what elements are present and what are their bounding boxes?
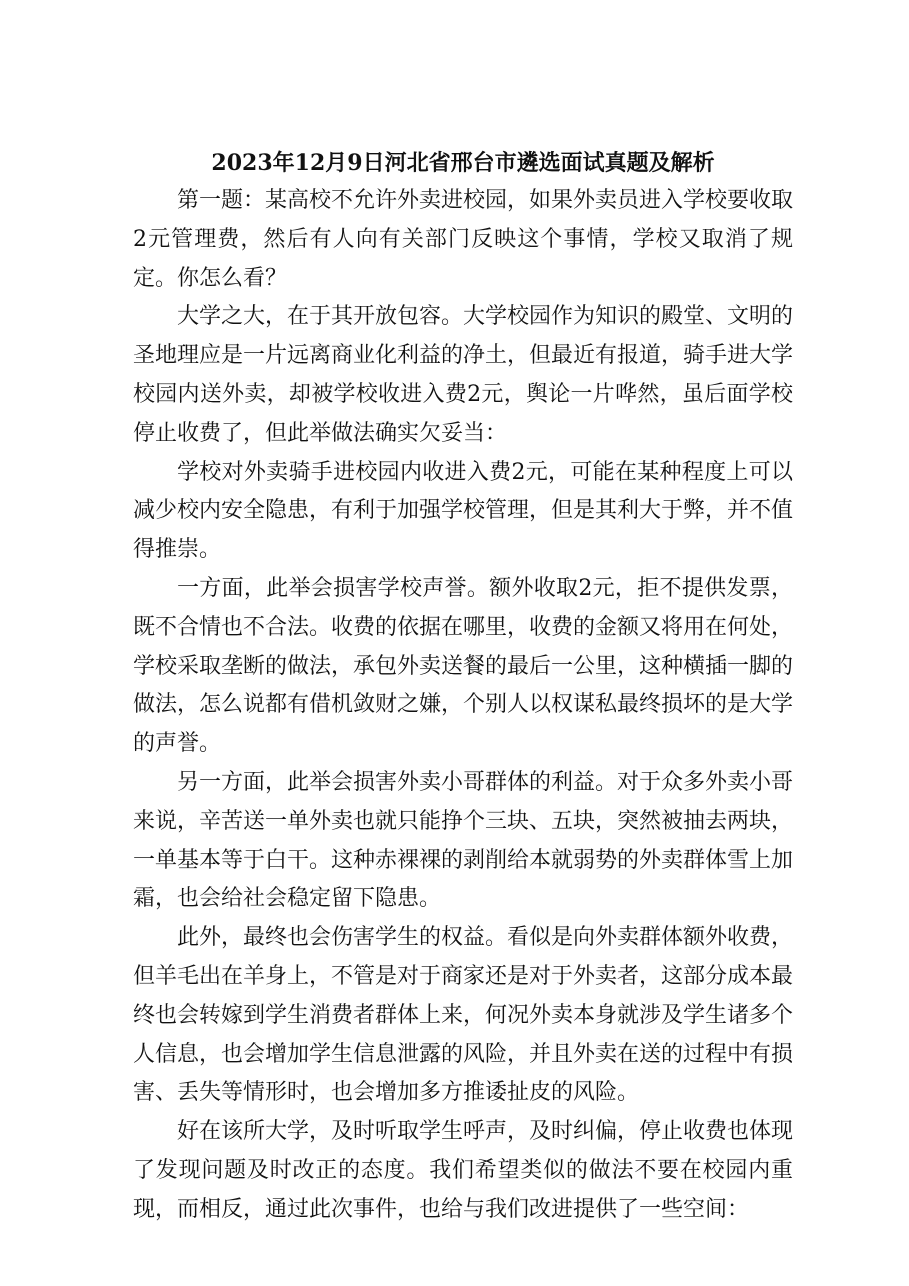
paragraph-conclusion: 好在该所大学，及时听取学生呼声，及时纠偏，停止收费也体现了发现问题及时改正的态度。我们希望类似的做法不要在校园内重现，而相反，通过此次事件，也给与我们改进提供了一些空间： [133,1119,794,1222]
paragraph-point-students: 此外，最终也会伤害学生的权益。看似是向外卖群体额外收费，但羊毛出在羊身上，不管是对于商家还是对于外卖者，这部分成本最终也会转嫁到学生消费者群体上来，何况外卖本身就涉及学生诸多个人信息，也会增加学生信息泄露的风险，并且外卖在送的过程中有损害、丢失等情形时，也会增加多方推诿扯皮的风险。 [133,925,794,1106]
paragraph-thesis: 学校对外卖骑手进校园内收进入费2元，可能在某种程度上可以减少校内安全隐患，有利于加强学校管理，但是其利大于弊，并不值得推崇。 [133,459,794,563]
paragraph-point-couriers: 另一方面，此举会损害外卖小哥群体的利益。对于众多外卖小哥来说，辛苦送一单外卖也就只能挣个三块、五块，突然被抽去两块，一单基本等于白干。这种赤裸裸的剥削给本就弱势的外卖群体雪上加霜，也会给社会稳定留下隐患。 [133,769,794,912]
paragraph-point-reputation: 一方面，此举会损害学校声誉。额外收取2元，拒不提供发票，既不合情也不合法。收费的依据在哪里，收费的金额又将用在何处，学校采取垄断的做法，承包外卖送餐的最后一公里，这种横插一脚的做法，怎么说都有借机敛财之嫌，个别人以权谋私最终损坏的是大学的声誉。 [133,575,794,757]
paragraph-question: 第一题：某高校不允许外卖进校园，如果外卖员进入学校要收取2元管理费，然后有人向有关部门反映这个事情，学校又取消了规定。你怎么看？ [133,188,794,291]
document-title: 2023年12月9日河北省邢台市遴选面试真题及解析 [211,150,715,176]
document-body [133,144,793,1230]
paragraph-intro: 大学之大，在于其开放包容。大学校园作为知识的殿堂、文明的圣地理应是一片远离商业化利益的净土，但最近有报道，骑手进大学校园内送外卖，却被学校收进入费2元，舆论一片哗然，虽后面学校停止收费了，但此举做法确实欠妥当： [133,304,794,446]
